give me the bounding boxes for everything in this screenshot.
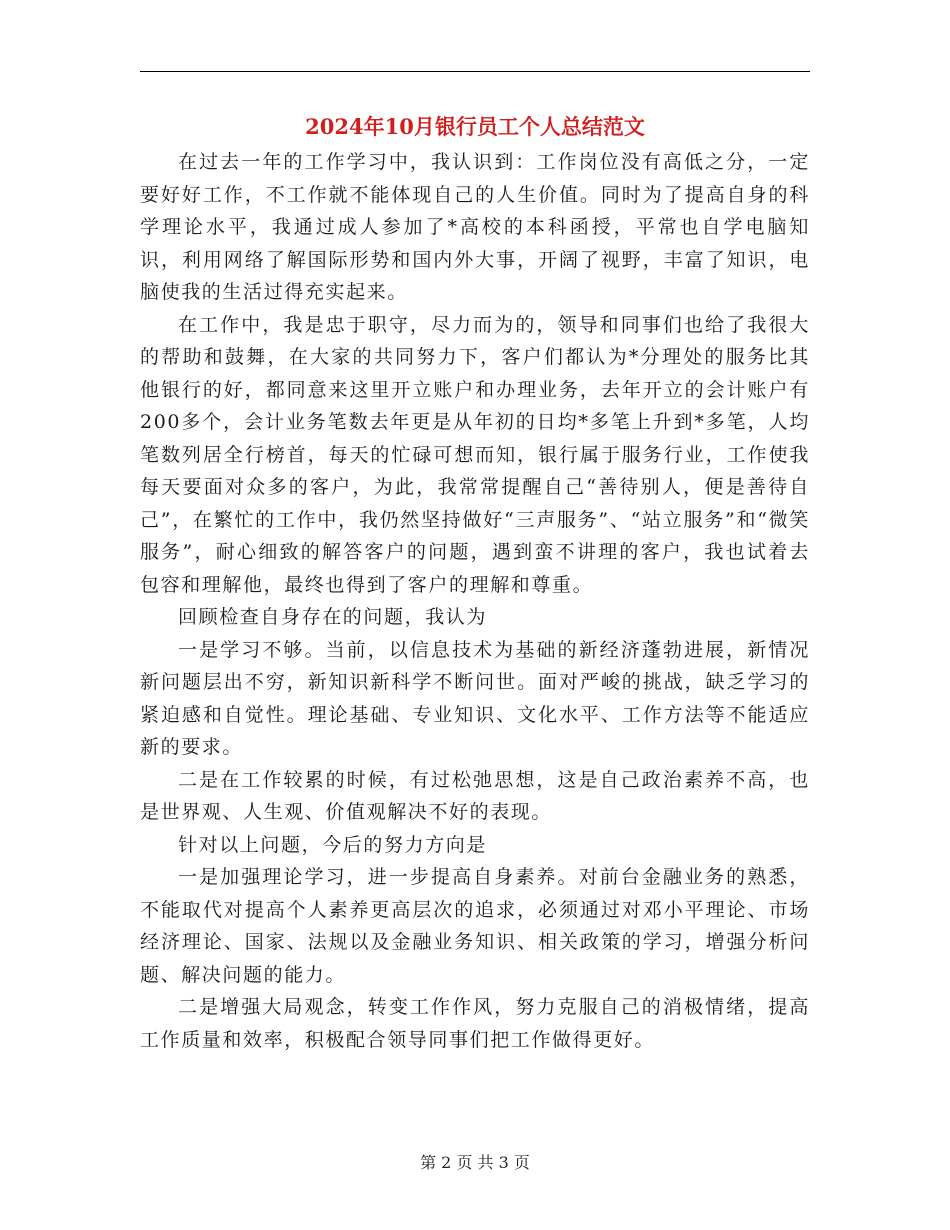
document-body xyxy=(140,146,810,1056)
paragraph-problem-one: 一是学习不够。当前，以信息技术为基础的新经济蓬勃进展，新情况新问题层出不穷，新知识新科学不断问世。面对严峻的挑战，缺乏学习的紧迫感和自觉性。理论基础、专业知识、文化水平、工作方法等不能适应新的要求。 xyxy=(140,638,810,758)
document-title: 2024年10月银行员工个人总结范文 xyxy=(305,114,645,139)
paragraph-direction-lead: 针对以上问题，今后的努力方向是 xyxy=(178,833,488,856)
paragraph-direction-two: 二是增强大局观念，转变工作作风，努力克服自己的消极情绪，提高工作质量和效率，积极配合领导同事们把工作做得更好。 xyxy=(140,996,810,1051)
paragraph-direction-one: 一是加强理论学习，进一步提高自身素养。对前台金融业务的熟悉，不能取代对提高个人素养更高层次的追求，必须通过对邓小平理论、市场经济理论、国家、法规以及金融业务知识、相关政策的学习，增强分析问题、解决问题的能力。 xyxy=(140,866,810,986)
paragraph-intro: 在过去一年的工作学习中，我认识到：工作岗位没有高低之分，一定要好好工作，不工作就不能体现自己的人生价值。同时为了提高自身的科学理论水平，我通过成人参加了*高校的本科函授，平常也自学电脑知识，利用网络了解国际形势和国内外大事，开阔了视野，丰富了知识，电脑使我的生活过得充实起来。 xyxy=(140,151,810,303)
page-number: 第 2 页 共 3 页 xyxy=(420,1153,530,1172)
paragraph-review-lead: 回顾检查自身存在的问题，我认为 xyxy=(178,606,488,628)
header-rule xyxy=(140,71,810,72)
paragraph-problem-two: 二是在工作较累的时候，有过松弛思想，这是自己政治素养不高，也是世界观、人生观、价值观解决不好的表现。 xyxy=(140,768,810,823)
paragraph-work: 在工作中，我是忠于职守，尽力而为的，领导和同事们也给了我很大的帮助和鼓舞，在大家的共同努力下，客户们都认为*分理处的服务比其他银行的好，都同意来这里开立账户和办理业务，去年开立的会计账户有200多个，会计业务笔数去年更是从年初的日均*多笔上升到*多笔，人均笔数列居全行榜首，每天的忙碌可想而知，银行属于服务行业，工作使我每天要面对众多的客户，为此，我常常提醒自己“善待别人，便是善待自己”，在繁忙的工作中，我仍然坚持做好“三声服务”、“站立服务”和“微笑服务”，耐心细致的解答客户的问题，遇到蛮不讲理的客户，我也试着去包容和理解他，最终也得到了客户的理解和尊重。 xyxy=(140,313,810,596)
